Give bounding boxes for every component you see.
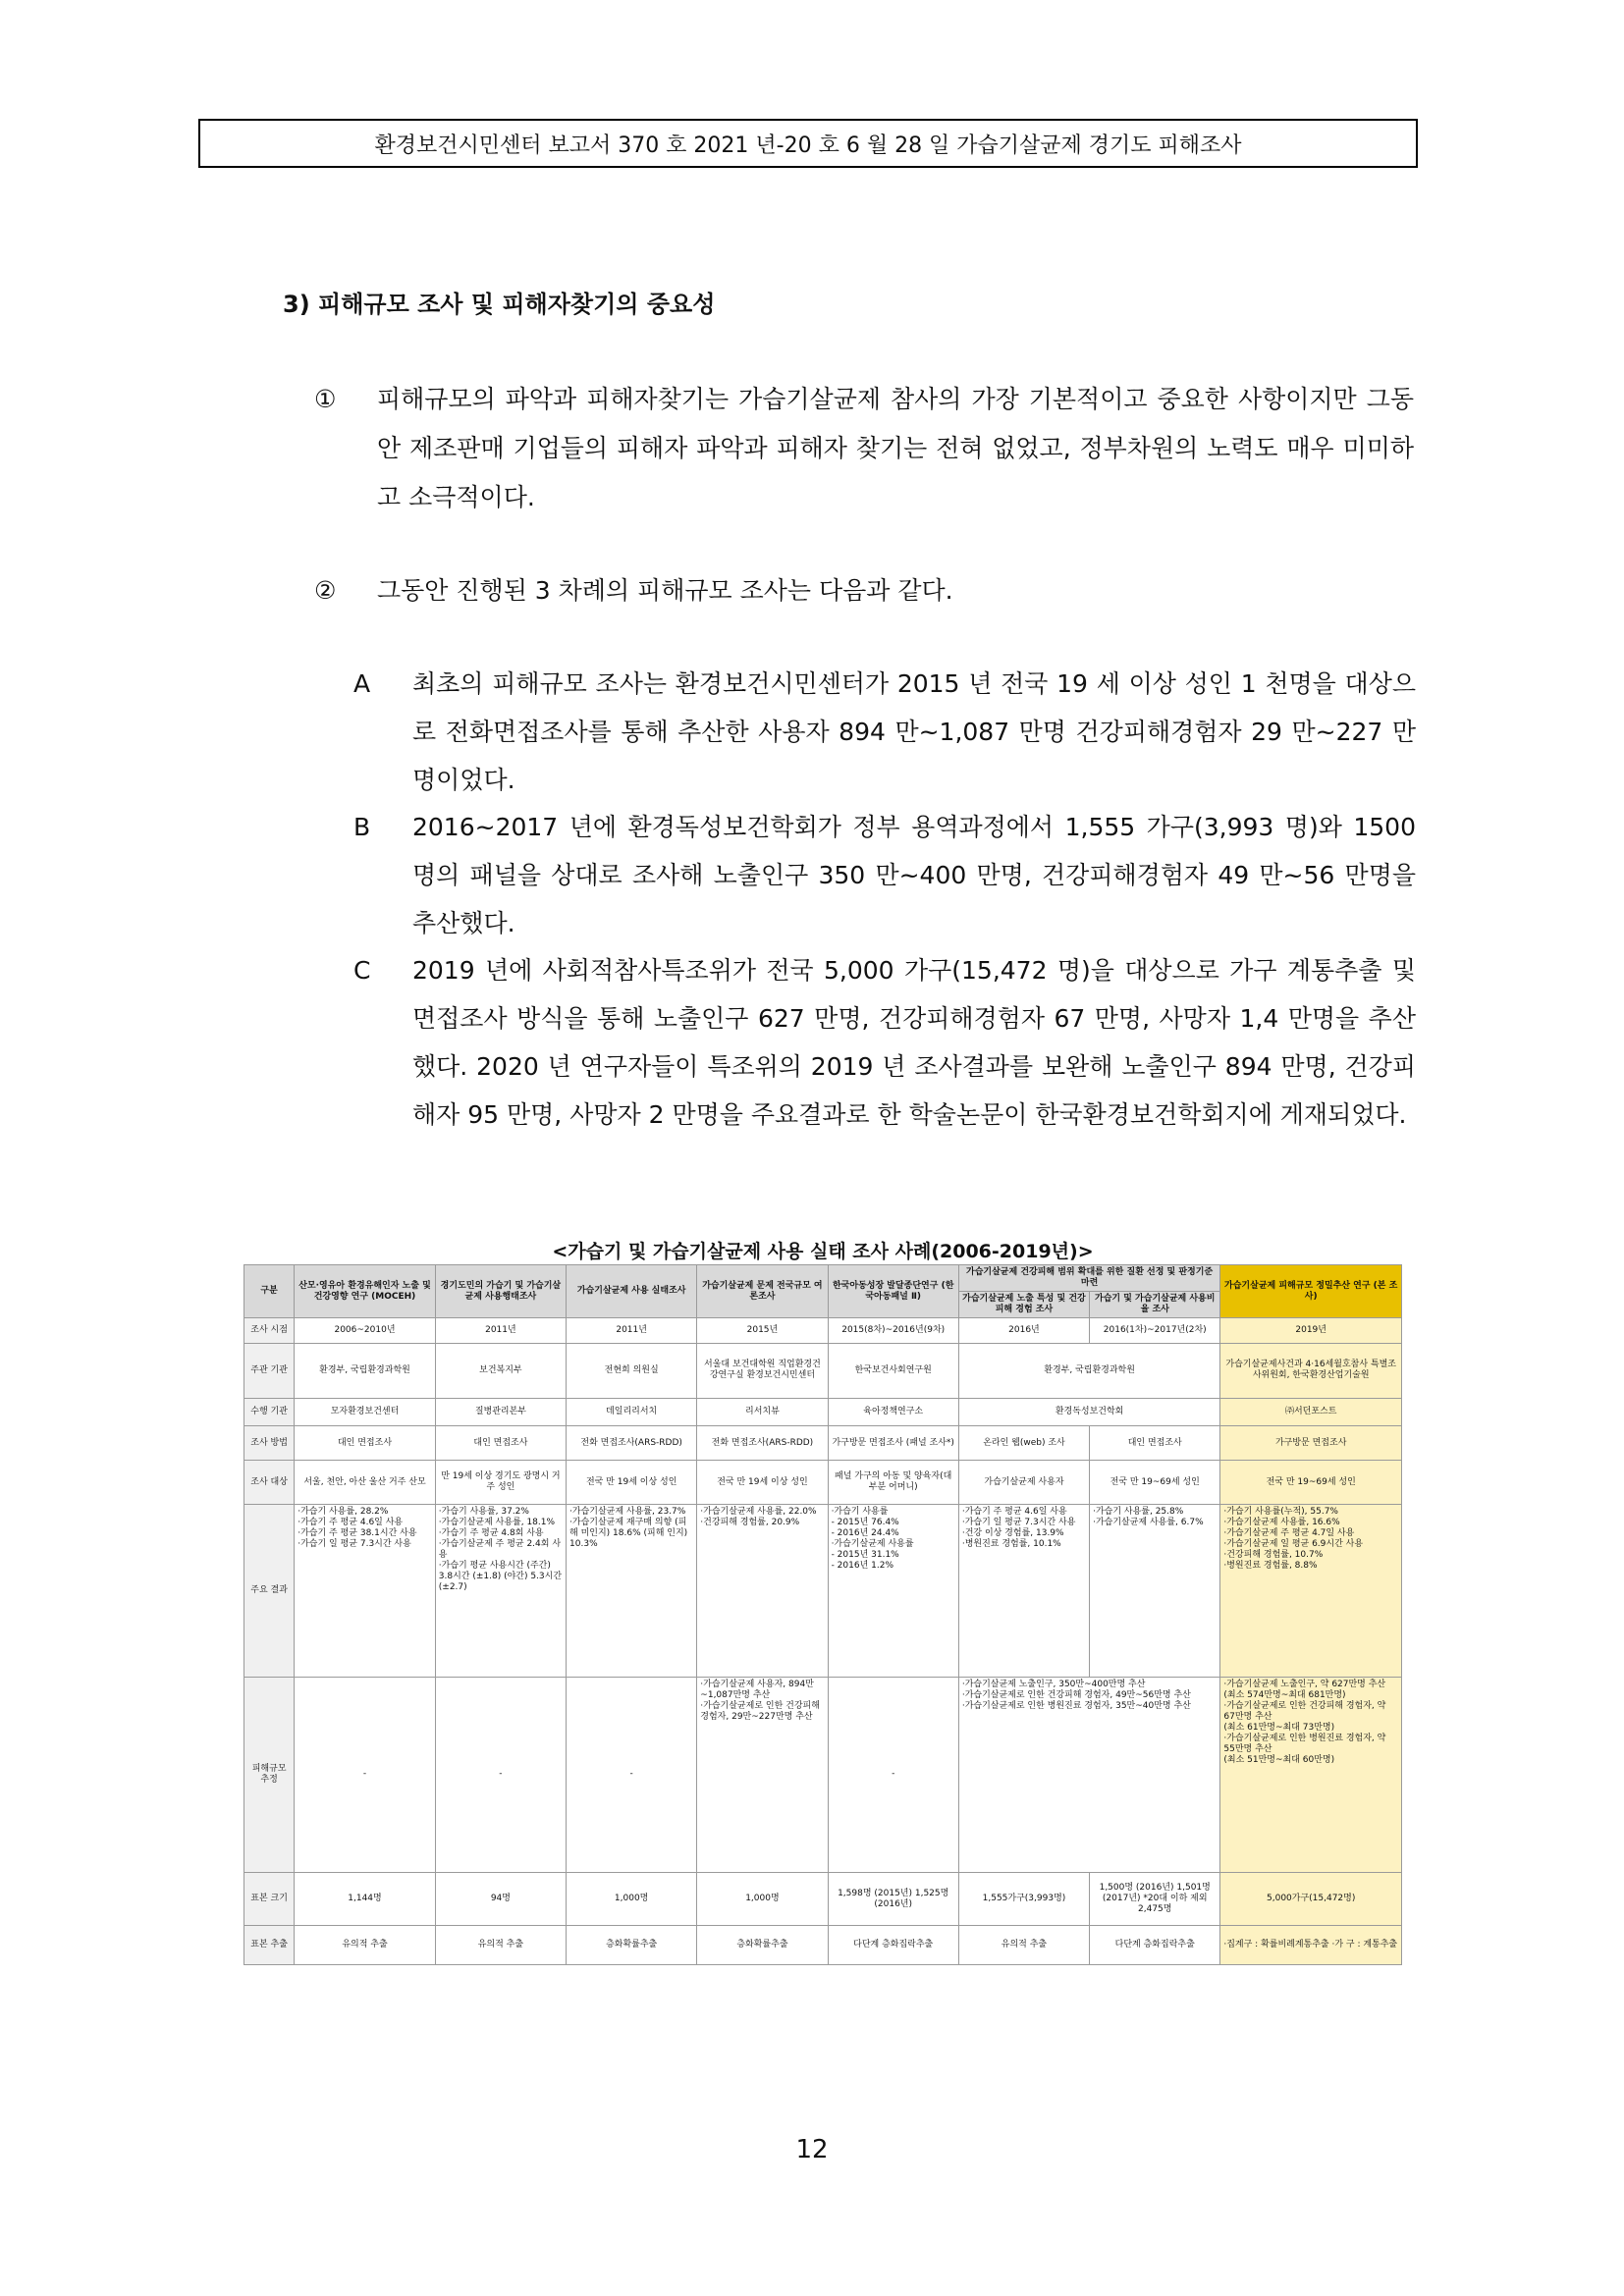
table-row xyxy=(244,1426,1402,1461)
cell-line: ·가습기살균제로 인한 병원진료 경험자, 35만~40만명 추산 xyxy=(961,1700,1191,1711)
table-cell: 대인 면접조사 xyxy=(295,1426,436,1461)
cell-line: ·병원진료 경험률, 8.8% xyxy=(1223,1560,1318,1571)
table-cell: 2015년 xyxy=(697,1318,828,1344)
cell-line: ·가습기살균제 사용률, 22.0% xyxy=(700,1506,817,1517)
table-cell: 한국보건사회연구원 xyxy=(828,1343,958,1398)
table-cell: 1,598명 (2015년) 1,525명 (2016년) xyxy=(828,1873,958,1926)
table-cell: ㈜서던포스트 xyxy=(1220,1399,1402,1426)
table-cell: 2016년 xyxy=(958,1318,1089,1344)
table-cell: 유의적 추출 xyxy=(295,1926,436,1965)
row-label: 조사 시점 xyxy=(244,1318,295,1344)
table-cell: 층화확률추출 xyxy=(567,1926,697,1965)
table-cell: 환경부, 국립환경과학원 xyxy=(958,1343,1220,1398)
section-title: 3) 피해규모 조사 및 피해자찾기의 중요성 xyxy=(283,291,716,318)
cell-line: ·가습기살균제 일 평균 6.9시간 사용 xyxy=(1223,1538,1364,1549)
row-label: 표본 크기 xyxy=(244,1873,295,1926)
cell-line: ·가습기 사용률(누적), 55.7% xyxy=(1223,1506,1338,1517)
table-cell xyxy=(567,1504,697,1677)
table-cell xyxy=(1220,1504,1402,1677)
cell-line: (최소 574만명~최대 681만명) xyxy=(1223,1689,1346,1700)
table-cell: 1,000명 xyxy=(567,1873,697,1926)
cell-line: ·가습기살균제 재구매 의향 (피해 미인지) 18.6% (피해 인지) 10.3% xyxy=(569,1517,688,1549)
table-cell: 유의적 추출 xyxy=(958,1926,1089,1965)
cell-line: ·가습기 주 평균 38.1시간 사용 xyxy=(298,1527,417,1538)
table-cell: 데일리리서치 xyxy=(567,1399,697,1426)
list-item-mark: C xyxy=(353,956,371,985)
table-cell: - xyxy=(567,1677,697,1872)
table-cell xyxy=(958,1504,1089,1677)
table-cell: 서울대 보건대학원 직업환경건강연구실 환경보건시민센터 xyxy=(697,1343,828,1398)
table-cell: - xyxy=(435,1677,566,1872)
table-cell: ·집계구 : 확률비례계통추출 ·가 구 : 계통추출 xyxy=(1220,1926,1402,1965)
table-cell xyxy=(828,1504,958,1677)
table-row xyxy=(244,1504,1402,1677)
table-cell xyxy=(1090,1504,1220,1677)
cell-line: ·병원진료 경험률, 10.1% xyxy=(961,1538,1061,1549)
cell-line: ·가습기 주 평균 4.8회 사용 xyxy=(438,1527,544,1538)
table-cell: 2019년 xyxy=(1220,1318,1402,1344)
cell-line: ·가습기 일 평균 7.3시간 사용 xyxy=(298,1538,411,1549)
cell-line: ·가습기 일 평균 7.3시간 사용 xyxy=(961,1517,1076,1527)
cell-line: ·가습기 사용률 xyxy=(831,1506,889,1517)
table-cell: 패널 가구의 아동 및 양육자(대부분 어머니) xyxy=(828,1461,958,1505)
table-cell: 가습기살균제 사용자 xyxy=(958,1461,1089,1505)
cell-line: ·가습기 사용률, 37.2% xyxy=(438,1506,529,1517)
table-cell: 모자환경보건센터 xyxy=(295,1399,436,1426)
table-cell: 보건복지부 xyxy=(435,1343,566,1398)
cell-line: ·가습기살균제 주 평균 2.4회 사용 xyxy=(438,1538,562,1560)
header-study-4: 가습기살균제 문제 전국규모 여론조사 xyxy=(697,1265,828,1318)
table-cell xyxy=(1220,1677,1402,1872)
cell-line: ·가습기살균제로 인한 병원진료 경험자, 약 55만명 추산 xyxy=(1223,1733,1386,1754)
cell-line: ·가습기 사용률, 25.8% xyxy=(1093,1506,1184,1517)
table-cell: 2011년 xyxy=(567,1318,697,1344)
table-cell: 전국 만 19~69세 성인 xyxy=(1220,1461,1402,1505)
table-row xyxy=(244,1677,1402,1872)
paragraph-mark: ① xyxy=(314,385,337,413)
table-row xyxy=(244,1873,1402,1926)
row-label: 수행 기관 xyxy=(244,1399,295,1426)
paragraph-1 xyxy=(314,375,1414,522)
table-cell: 유의적 추출 xyxy=(435,1926,566,1965)
cell-line: ·가습기살균제 노출인구, 약 627만명 추산 xyxy=(1223,1679,1386,1689)
cell-line: ·가습기살균제로 인한 건강피해경험자, 29만~227만명 추산 xyxy=(700,1700,820,1722)
table-cell: 환경독성보건학회 xyxy=(958,1399,1220,1426)
cell-line: ·가습기살균제 사용률, 16.6% xyxy=(1223,1517,1340,1527)
list-item-text: 2016~2017 년에 환경독성보건학회가 정부 용역과정에서 1,555 가구(3,993 명)와 1500 명의 패널을 상대로 조사해 노출인구 350 만~400 만명, 건강피해경험자 49 만~56 만명을 추산했다. xyxy=(412,813,1416,937)
table-cell: 94명 xyxy=(435,1873,566,1926)
survey-table xyxy=(244,1264,1402,1965)
table-header-row xyxy=(244,1265,1402,1292)
cell-line: ·가습기살균제 사용자, 894만~1,087만명 추산 xyxy=(700,1679,814,1700)
table-cell: 1,555가구(3,993명) xyxy=(958,1873,1089,1926)
report-header xyxy=(198,119,1418,168)
header-study-1: 산모·영유아 환경유해인자 노출 및 건강영향 연구 (MOCEH) xyxy=(295,1265,436,1318)
cell-line: ·가습기살균제 사용률, 6.7% xyxy=(1093,1517,1204,1527)
cell-line: - 2015년 76.4% xyxy=(831,1517,899,1527)
table-cell: 다단계 층화집락추출 xyxy=(828,1926,958,1965)
cell-line: ·가습기살균제 사용률, 23.7% xyxy=(569,1506,686,1517)
list-item-text: 2019 년에 사회적참사특조위가 전국 5,000 가구(15,472 명)을 대상으로 가구 계통추출 및 면접조사 방식을 통해 노출인구 627 만명, 건강피해경험자 67 만명, 사망자 1,4 만명을 추산했다. 2020 년 연구자들이 특조위의 2019 년 조사결과를 보완해 노출인구 894 만명, 건강피해자 95 만명, 사망자 2 만명을 주요결과로 한 학술논문이 한국환경보건학회지에 게재되었다. xyxy=(412,956,1416,1129)
row-label: 조사 대상 xyxy=(244,1461,295,1505)
header-study-2: 경기도민의 가습기 및 가습기살균제 사용행태조사 xyxy=(435,1265,566,1318)
row-label: 주요 결과 xyxy=(244,1504,295,1677)
cell-line: ·가습기살균제 주 평균 4.7일 사용 xyxy=(1223,1527,1355,1538)
list-item-c xyxy=(353,946,1416,1139)
table-cell: - xyxy=(828,1677,958,1872)
list-item-mark: B xyxy=(353,813,371,841)
page-number: 12 xyxy=(795,2135,829,2164)
table-cell: 1,000명 xyxy=(697,1873,828,1926)
cell-line: (최소 51만명~최대 60만명) xyxy=(1223,1754,1335,1765)
table-cell: 리서치뷰 xyxy=(697,1399,828,1426)
table-cell xyxy=(958,1677,1220,1872)
header-study-6: 가습기살균제 건강피해 범위 확대를 위한 질환 선정 및 판정기준 마련 xyxy=(958,1265,1220,1292)
cell-line: (최소 61만명~최대 73만명) xyxy=(1223,1722,1335,1733)
table-row xyxy=(244,1318,1402,1344)
table-cell: 2015(8차)~2016년(9차) xyxy=(828,1318,958,1344)
table-cell: 온라인 웹(web) 조사 xyxy=(958,1426,1089,1461)
table-cell xyxy=(697,1504,828,1677)
paragraph-mark: ② xyxy=(314,576,337,605)
table-cell: 1,500명 (2016년) 1,501명 (2017년) *20대 이하 제외 2,475명 xyxy=(1090,1873,1220,1926)
table-row xyxy=(244,1343,1402,1398)
cell-line: ·가습기 주 평균 4.6일 사용 xyxy=(961,1506,1067,1517)
cell-line: ·가습기 주 평균 4.6일 사용 xyxy=(298,1517,404,1527)
table-cell: 다단계 층화집락추출 xyxy=(1090,1926,1220,1965)
table-cell: 2011년 xyxy=(435,1318,566,1344)
table-cell: 가습기살균제사건과 4·16세월호참사 특별조사위원회, 한국환경산업기술원 xyxy=(1220,1343,1402,1398)
table-cell: 2016(1차)~2017년(2차) xyxy=(1090,1318,1220,1344)
list-item-b xyxy=(353,803,1416,947)
table-row xyxy=(244,1926,1402,1965)
paragraph-text: 그동안 진행된 3 차례의 피해규모 조사는 다음과 같다. xyxy=(377,576,953,605)
table-cell: 전화 면접조사(ARS-RDD) xyxy=(697,1426,828,1461)
table-cell: 육아정책연구소 xyxy=(828,1399,958,1426)
table-cell: 대인 면접조사 xyxy=(1090,1426,1220,1461)
cell-line: - 2016년 1.2% xyxy=(831,1560,893,1571)
cell-line: ·가습기 사용률, 28.2% xyxy=(298,1506,389,1517)
table-cell: 만 19세 이상 경기도 광명시 거주 성인 xyxy=(435,1461,566,1505)
table-title: <가습기 및 가습기살균제 사용 실태 조사 사례(2006-2019년)> xyxy=(552,1241,1094,1262)
list-item-mark: A xyxy=(353,669,371,698)
table-cell: 가구방문 면접조사 xyxy=(1220,1426,1402,1461)
table-cell: 전국 만 19~69세 성인 xyxy=(1090,1461,1220,1505)
report-header-text: 환경보건시민센터 보고서 370 호 2021 년-20 호 6 월 28 일 가습기살균제 경기도 피해조사 xyxy=(374,133,1242,158)
list-item-text: 최초의 피해규모 조사는 환경보건시민센터가 2015 년 전국 19 세 이상 성인 1 천명을 대상으로 전화면접조사를 통해 추산한 사용자 894 만~1,087 만명 건강피해경험자 29 만~227 만명이었다. xyxy=(412,669,1416,794)
list-item-a xyxy=(353,660,1416,804)
cell-line: ·건강피해 경험률, 10.7% xyxy=(1223,1549,1324,1560)
table-cell: 전국 만 19세 이상 성인 xyxy=(697,1461,828,1505)
header-study-6b: 가습기 및 가습기살균제 사용비율 조사 xyxy=(1090,1292,1220,1318)
cell-line: ·가습기살균제 사용률, 18.1% xyxy=(438,1517,556,1527)
cell-line: ·가습기살균제로 인한 건강피해 경험자, 49만~56만명 추산 xyxy=(961,1689,1191,1700)
table-cell xyxy=(435,1504,566,1677)
row-label: 조사 방법 xyxy=(244,1426,295,1461)
table-cell: - xyxy=(295,1677,436,1872)
table-cell: 층화확률추출 xyxy=(697,1926,828,1965)
table-cell xyxy=(295,1504,436,1677)
header-category: 구분 xyxy=(244,1265,295,1318)
table-cell xyxy=(697,1677,828,1872)
paragraph-2 xyxy=(314,566,1414,615)
table-cell: 환경부, 국립환경과학원 xyxy=(295,1343,436,1398)
table-row xyxy=(244,1461,1402,1505)
cell-line: ·건강피해 경험률, 20.9% xyxy=(700,1517,800,1527)
table-cell: 전현희 의원실 xyxy=(567,1343,697,1398)
table-cell: 전국 만 19세 이상 성인 xyxy=(567,1461,697,1505)
table-cell: 대인 면접조사 xyxy=(435,1426,566,1461)
paragraph-text: 피해규모의 파악과 피해자찾기는 가습기살균제 참사의 가장 기본적이고 중요한 사항이지만 그동안 제조판매 기업들의 피해자 파악과 피해자 찾기는 전혀 없었고, 정부차원의 노력도 매우 미미하고 소극적이다. xyxy=(377,385,1414,511)
header-study-7: 가습기살균제 피해규모 정밀추산 연구 (본 조사) xyxy=(1220,1265,1402,1318)
cell-line: ·가습기살균제로 인한 건강피해 경험자, 약 67만명 추산 xyxy=(1223,1700,1386,1722)
table-cell: 가구방문 면접조사 (패널 조사*) xyxy=(828,1426,958,1461)
row-label: 피해규모 추정 xyxy=(244,1677,295,1872)
cell-line: ·가습기 평균 사용시간 (주간) 3.8시간 (±1.8) (야간) 5.3시간 (±2.7) xyxy=(438,1560,563,1592)
header-study-6a: 가습기살균제 노출 특성 및 건강피해 경험 조사 xyxy=(958,1292,1089,1318)
table-cell: 2006~2010년 xyxy=(295,1318,436,1344)
row-label: 주관 기관 xyxy=(244,1343,295,1398)
table-cell: 1,144명 xyxy=(295,1873,436,1926)
table-row xyxy=(244,1399,1402,1426)
header-study-5: 한국아동성장 발달종단연구 (한국아동패널 Ⅱ) xyxy=(828,1265,958,1318)
cell-line: - 2016년 24.4% xyxy=(831,1527,899,1538)
header-study-3: 가습기살균제 사용 실태조사 xyxy=(567,1265,697,1318)
table-cell: 질병관리본부 xyxy=(435,1399,566,1426)
row-label: 표본 추출 xyxy=(244,1926,295,1965)
cell-line: ·가습기살균제 사용률 xyxy=(831,1538,914,1549)
table-cell: 5,000가구(15,472명) xyxy=(1220,1873,1402,1926)
table-cell: 전화 면접조사(ARS-RDD) xyxy=(567,1426,697,1461)
cell-line: ·건강 이상 경험률, 13.9% xyxy=(961,1527,1064,1538)
cell-line: ·가습기살균제 노출인구, 350만~400만명 추산 xyxy=(961,1679,1146,1689)
cell-line: - 2015년 31.1% xyxy=(831,1549,899,1560)
table-cell: 서울, 천안, 아산 울산 거주 산모 xyxy=(295,1461,436,1505)
